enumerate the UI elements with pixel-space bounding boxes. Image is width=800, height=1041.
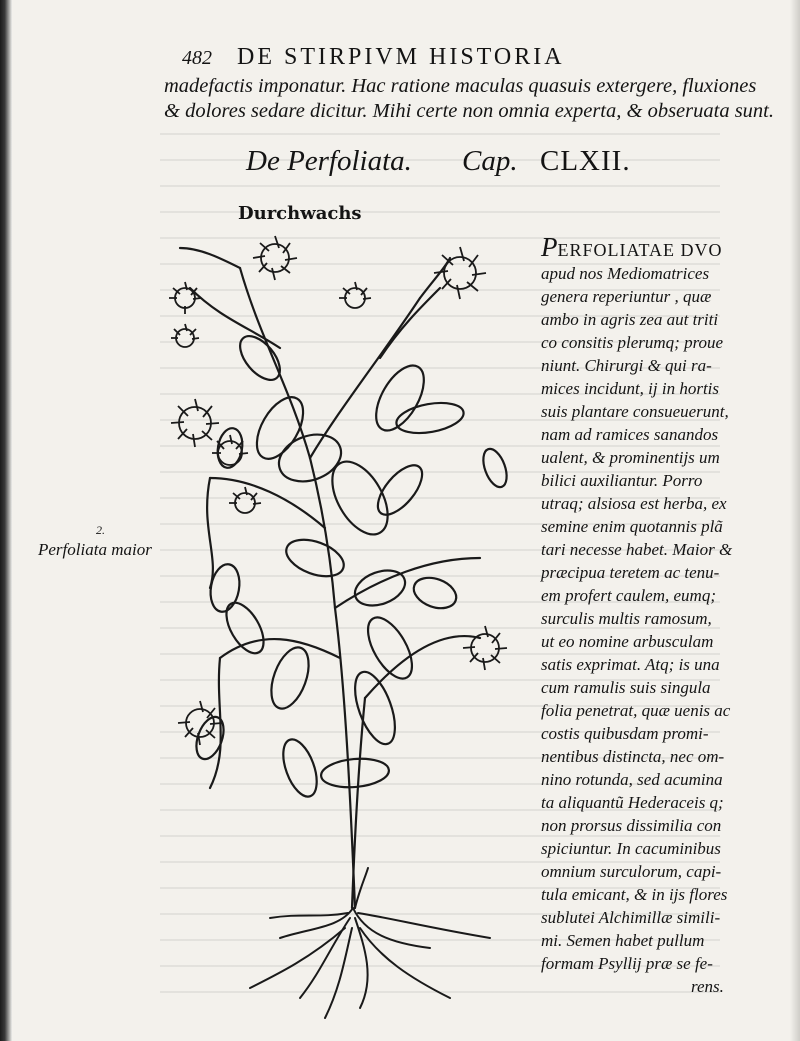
chapter-number: CLXII. bbox=[540, 145, 631, 177]
main-stem bbox=[310, 458, 355, 908]
column-line: ta aliquantũ Hederaceis q; bbox=[541, 793, 724, 812]
running-title: DE STIRPIVM HISTORIA bbox=[237, 44, 565, 70]
column-line: semine enim quotannis plã bbox=[541, 517, 723, 536]
column-line: non prorsus dissimilia con bbox=[541, 816, 722, 835]
column-line: em profert caulem, eumq; bbox=[541, 586, 716, 605]
page-gutter bbox=[0, 0, 12, 1041]
column-line: rens. bbox=[691, 977, 724, 996]
column-line: spiciuntur. In cacuminibus bbox=[541, 839, 721, 858]
column-line: costis quibusdam promi- bbox=[541, 724, 709, 743]
column-line: co consitis plerumq; proue bbox=[541, 333, 724, 352]
page-edge bbox=[790, 0, 800, 1041]
column-line: suis plantare consueuerunt, bbox=[541, 402, 729, 421]
page-number: 482 bbox=[182, 47, 212, 69]
chapter-cap-label: Cap. bbox=[462, 145, 518, 177]
margin-number: 2. bbox=[96, 523, 105, 537]
column-line: omnium surculorum, capi- bbox=[541, 862, 722, 881]
column-line: folia penetrat, quæ uenis ac bbox=[541, 701, 731, 720]
column-line: nentibus distincta, nec om- bbox=[541, 747, 725, 766]
column-line: mi. Semen habet pullum bbox=[541, 931, 705, 950]
column-line: nino rotunda, sed acumina bbox=[541, 770, 723, 789]
column-line: ualent, & prominentijs um bbox=[541, 448, 720, 467]
column-line: apud nos Mediomatrices bbox=[541, 264, 710, 283]
column-line: formam Psyllij præ se fe- bbox=[541, 954, 713, 973]
chapter-title: De Perfoliata. bbox=[246, 145, 412, 177]
column-line: mices incidunt, ij in hortis bbox=[541, 379, 720, 398]
lead-heading: ERFOLIATAE DVO bbox=[557, 240, 723, 260]
column-line: ambo in agris zea aut triti bbox=[541, 310, 719, 329]
column-line: niunt. Chirurgi & qui ra- bbox=[541, 356, 712, 375]
perfoliata-woodcut-illustration bbox=[150, 228, 530, 1028]
column-line: sublutei Alchimillæ simili- bbox=[541, 908, 721, 927]
column-line: tari necesse habet. Maior & bbox=[541, 540, 733, 559]
margin-label: Perfoliata maior bbox=[38, 540, 152, 559]
column-line: tula emicant, & in ijs flores bbox=[541, 885, 728, 904]
figure-caption-german: Durchwachs bbox=[238, 203, 362, 224]
column-line: satis exprimat. Atq; is una bbox=[541, 655, 720, 674]
column-line: surculis multis ramosum, bbox=[541, 609, 712, 628]
column-lead-line bbox=[541, 232, 723, 263]
initial-capital: P bbox=[541, 232, 558, 262]
continued-text-line-2: & dolores sedare dicitur. Mihi certe non omnia experta, & obseruata sunt. bbox=[164, 100, 774, 122]
column-line: ut eo nomine arbusculam bbox=[541, 632, 714, 651]
column-line: bilici auxiliantur. Porro bbox=[541, 471, 703, 490]
running-header bbox=[182, 44, 602, 72]
column-line: præcipua teretem ac tenu- bbox=[541, 563, 720, 582]
continued-text-line-1: madefactis imponatur. Hac ratione maculas quasuis extergere, fluxiones bbox=[164, 75, 757, 97]
column-line: utraq; alsiosa est herba, ex bbox=[541, 494, 727, 513]
column-line: cum ramulis suis singula bbox=[541, 678, 711, 697]
column-line: nam ad ramices sanandos bbox=[541, 425, 719, 444]
column-line: genera reperiuntur , quæ bbox=[541, 287, 712, 306]
